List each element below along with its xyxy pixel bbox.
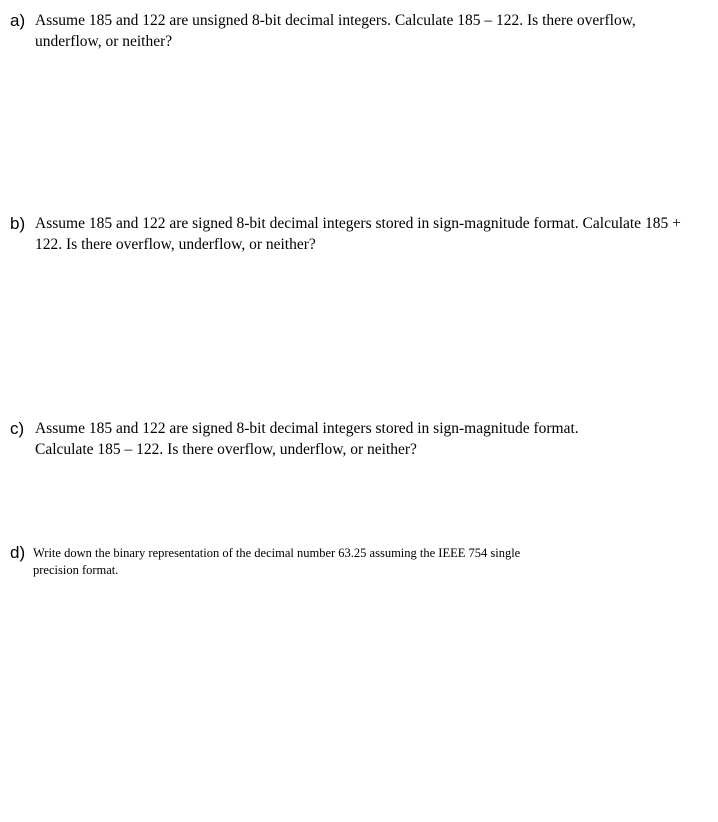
question-b-label: b) [10,214,26,233]
question-c-label: c) [10,419,25,438]
question-b [10,213,710,255]
question-a-label: a) [10,11,26,30]
question-a-text: Assume 185 and 122 are unsigned 8-bit decimal integers. Calculate 185 – 122. Is there overflow, underflow, or neither? [35,12,636,50]
question-d-label: d) [10,543,26,562]
question-d-text: Write down the binary representation of the decimal number 63.25 assuming the IEEE 754 single precision format. [33,546,521,577]
question-a [10,10,670,52]
question-b-text: Assume 185 and 122 are signed 8-bit decimal integers stored in sign-magnitude format. Calculate 185 + 122. Is there overflow, underflow, or neither? [35,215,681,253]
question-c-text: Assume 185 and 122 are signed 8-bit decimal integers stored in sign-magnitude format. Calculate 185 – 122. Is there overflow, underflow, or neither? [35,420,579,458]
question-c [10,418,610,460]
question-d [10,545,550,579]
